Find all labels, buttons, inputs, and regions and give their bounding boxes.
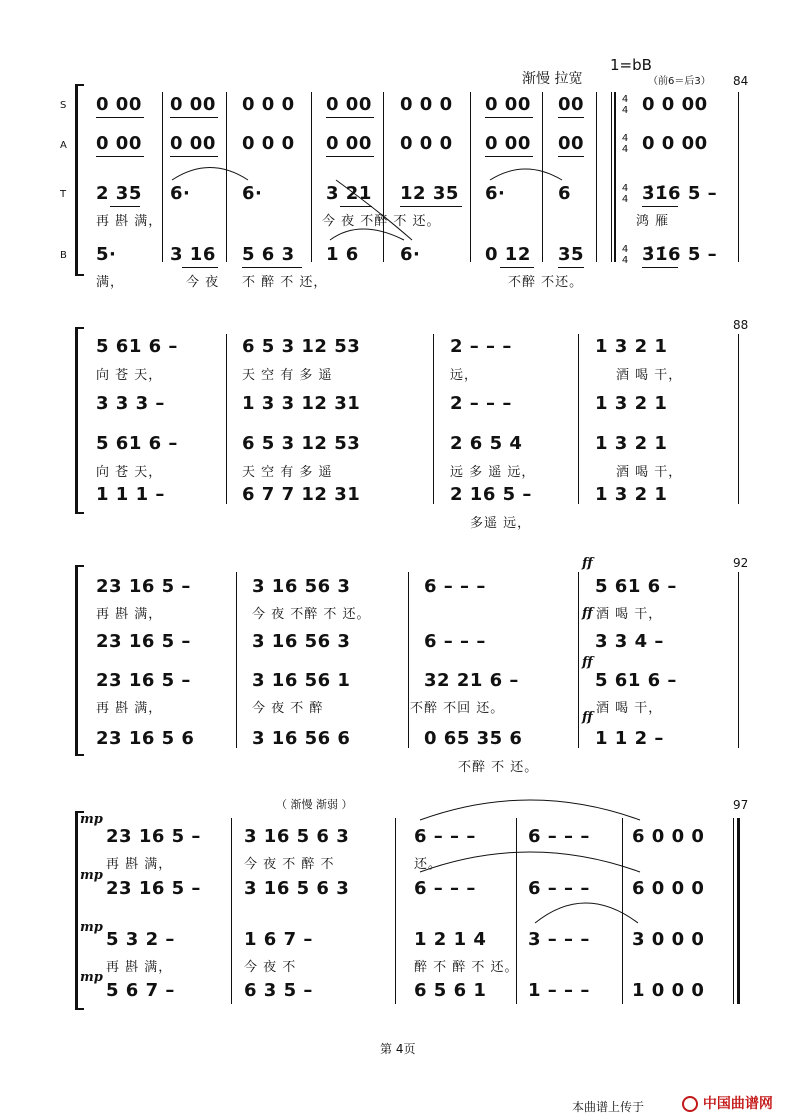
- note-group: 2 35: [96, 183, 142, 204]
- dynamic-marking: ff: [582, 556, 593, 571]
- lyric-line: 满，: [96, 275, 125, 290]
- lyric-line: 天 空 有 多 遥: [242, 368, 333, 383]
- time-sig-top: 4: [621, 183, 629, 194]
- slurs: [0, 0, 790, 300]
- note-group: 6 – – –: [424, 631, 486, 652]
- note-group: 35: [558, 244, 585, 265]
- note-group: 5 6 7 –: [106, 980, 175, 1001]
- lyric-line: 天 空 有 多 遥: [242, 465, 333, 480]
- note-group: 3 – – –: [528, 929, 590, 950]
- note-group: 1 3 2 1: [595, 393, 668, 414]
- lyric-line: 醉 不 醉 不 还。: [414, 960, 519, 975]
- note-group: 1 – – –: [528, 980, 590, 1001]
- lyric-line: 还。: [414, 857, 443, 872]
- note-group: 23 16 5 –: [106, 826, 201, 847]
- note-group: 3 16: [170, 244, 216, 265]
- note-group: 23 16 5 –: [96, 631, 191, 652]
- note-group: 1 3 2 1: [595, 433, 668, 454]
- note-group: 0 00: [326, 133, 372, 154]
- note-group: 1 2 1 4: [414, 929, 487, 950]
- note-group: 5 61 6 –: [595, 576, 677, 597]
- note-group: 0 0 0: [400, 133, 453, 154]
- note-group: 0 00: [96, 133, 142, 154]
- note-group: 0 0 0: [242, 94, 295, 115]
- note-group: 5 61 6 –: [595, 670, 677, 691]
- dynamic-marking: mp: [80, 920, 103, 935]
- note-group: 0 00: [170, 133, 216, 154]
- note-group: 0 00: [96, 94, 142, 115]
- dynamic-marking: mp: [80, 868, 103, 883]
- time-sig-bottom: 4: [621, 105, 629, 116]
- voice-label-s: S: [60, 100, 67, 111]
- time-sig-bottom: 4: [621, 255, 629, 266]
- note-group: 6·: [170, 183, 191, 204]
- note-group: 6·: [485, 183, 506, 204]
- note-group: 1 3 2 1: [595, 336, 668, 357]
- note-group: 2 – – –: [450, 393, 512, 414]
- time-sig-top: 4: [621, 244, 629, 255]
- note-group: 3 16 56 6: [252, 728, 351, 749]
- lyric-line: 鸿 雁: [636, 214, 670, 229]
- dynamic-marking: mp: [80, 812, 103, 827]
- lyric-line: 不醉 不 还。: [458, 760, 539, 775]
- note-group: 2 6 5 4: [450, 433, 523, 454]
- lyric-line: 不醉 不还。: [508, 275, 584, 290]
- note-group: 0 00: [485, 94, 531, 115]
- note-group: 32 21 6 –: [424, 670, 519, 691]
- note-group: 6 7 7 12 31: [242, 484, 361, 505]
- time-sig-top: 4: [621, 133, 629, 144]
- note-group: 6 3 5 –: [244, 980, 313, 1001]
- note-group: 6 – – –: [528, 878, 590, 899]
- note-group: 3 16 56 1: [252, 670, 351, 691]
- slurs: [0, 780, 790, 1020]
- lyric-line: 再 斟 满，: [106, 857, 173, 872]
- note-group: 6·: [242, 183, 263, 204]
- note-group: 6 – – –: [414, 878, 476, 899]
- upload-note: 本曲谱上传于: [572, 1100, 645, 1114]
- note-group: 3 3 4 –: [595, 631, 664, 652]
- page-number: 第 4页: [380, 1042, 416, 1056]
- lyric-line: 今 夜 不醉 不 还。: [322, 214, 441, 229]
- note-group: 3 16 5 6 3: [244, 826, 350, 847]
- note-group: 12 35: [400, 183, 459, 204]
- note-group: 23 16 5 –: [96, 576, 191, 597]
- key-note: （前6＝后3）: [648, 76, 711, 87]
- voice-label-a: A: [60, 140, 67, 151]
- measure-number: 97: [733, 798, 749, 812]
- note-group: 1 1 1 –: [96, 484, 165, 505]
- note-group: 0 12: [485, 244, 531, 265]
- measure-number: 84: [733, 74, 749, 88]
- note-group: 23 16 5 –: [96, 670, 191, 691]
- note-group: 6 – – –: [424, 576, 486, 597]
- lyric-line: 今 夜 不醉 不 还。: [252, 607, 371, 622]
- lyric-line: 今 夜: [186, 275, 220, 290]
- note-group: 0 0 0: [400, 94, 453, 115]
- note-group: 0 0 0: [242, 133, 295, 154]
- note-group: 6·: [400, 244, 421, 265]
- measure-number: 92: [733, 556, 749, 570]
- lyric-line: 向 苍 天，: [96, 368, 163, 383]
- lyric-line: 今 夜 不 醉 不: [244, 857, 335, 872]
- lyric-line: 不 醉 不 还，: [242, 275, 328, 290]
- logo-icon: [682, 1096, 698, 1112]
- lyric-line: 再 斟 满，: [96, 214, 163, 229]
- lyric-line: 多遥 远，: [470, 516, 532, 531]
- lyric-line: 酒 喝 干，: [596, 607, 663, 622]
- note-group: 0 00: [485, 133, 531, 154]
- lyric-line: 远，: [450, 368, 479, 383]
- note-group: 00: [558, 133, 585, 154]
- key-signature: 1=bB: [610, 56, 652, 74]
- dynamic-marking: mp: [80, 970, 103, 985]
- note-group: 5 61 6 –: [96, 336, 178, 357]
- note-group: 1 3 3 12 31: [242, 393, 361, 414]
- time-sig-bottom: 4: [621, 194, 629, 205]
- note-group: 6 5 6 1: [414, 980, 487, 1001]
- note-group: 3 3 3 –: [96, 393, 165, 414]
- dynamic-marking: ff: [582, 710, 593, 725]
- lyric-line: 今 夜 不: [244, 960, 297, 975]
- lyric-line: 酒 喝 干，: [616, 368, 683, 383]
- note-group: 3 0 0 0: [632, 929, 705, 950]
- note-group: 0 00: [326, 94, 372, 115]
- note-group: 23 16 5 6: [96, 728, 195, 749]
- lyric-line: 远 多 遥 远，: [450, 465, 536, 480]
- note-group: 6 – – –: [528, 826, 590, 847]
- note-group: 2 16 5 –: [450, 484, 532, 505]
- time-sig-bottom: 4: [621, 144, 629, 155]
- note-group: 3 21: [326, 183, 372, 204]
- note-group: 3 16 5 6 3: [244, 878, 350, 899]
- dynamic-marking: ff: [582, 606, 593, 621]
- note-group: 3̇1̇6 5 –: [642, 244, 718, 265]
- note-group: 0 0 00: [642, 133, 708, 154]
- note-group: 2 – – –: [450, 336, 512, 357]
- note-group: 6 – – –: [414, 826, 476, 847]
- tempo-marking: 渐慢 拉宽: [522, 71, 583, 87]
- lyric-line: 不醉 不回 还。: [410, 701, 505, 716]
- note-group: 0 65 35 6: [424, 728, 523, 749]
- note-group: 00: [558, 94, 585, 115]
- measure-number: 88: [733, 318, 749, 332]
- site-name: 中国曲谱网: [702, 1096, 773, 1112]
- note-group: 0 0 00: [642, 94, 708, 115]
- note-group: 1 3 2 1: [595, 484, 668, 505]
- note-group: 3 16 56 3: [252, 576, 351, 597]
- note-group: 1 6: [326, 244, 359, 265]
- note-group: 5 61 6 –: [96, 433, 178, 454]
- note-group: 1 1 2 –: [595, 728, 664, 749]
- note-group: 6: [558, 183, 572, 204]
- voice-label-b: B: [60, 250, 67, 261]
- time-sig-top: 4: [621, 94, 629, 105]
- note-group: 3̇1̇6 5 –: [642, 183, 718, 204]
- lyric-line: 今 夜 不 醉: [252, 701, 324, 716]
- note-group: 6 0 0 0: [632, 878, 705, 899]
- lyric-line: 酒 喝 干，: [616, 465, 683, 480]
- note-group: 3 16 56 3: [252, 631, 351, 652]
- note-group: 0 00: [170, 94, 216, 115]
- note-group: 6 0 0 0: [632, 826, 705, 847]
- note-group: 1 6 7 –: [244, 929, 313, 950]
- site-logo[interactable]: [682, 1093, 773, 1113]
- voice-label-t: T: [60, 189, 67, 200]
- note-group: 1 0 0 0: [632, 980, 705, 1001]
- tempo-marking: （ 渐慢 渐弱 ）: [276, 798, 353, 811]
- note-group: 6 5 3 12 53: [242, 433, 361, 454]
- lyric-line: 再 斟 满，: [96, 607, 163, 622]
- note-group: 5 6 3: [242, 244, 295, 265]
- lyric-line: 酒 喝 干，: [596, 701, 663, 716]
- lyric-line: 向 苍 天，: [96, 465, 163, 480]
- dynamic-marking: ff: [582, 655, 593, 670]
- lyric-line: 再 斟 满，: [96, 701, 163, 716]
- note-group: 5 3 2 –: [106, 929, 175, 950]
- note-group: 23 16 5 –: [106, 878, 201, 899]
- lyric-line: 再 斟 满，: [106, 960, 173, 975]
- note-group: 5·: [96, 244, 117, 265]
- note-group: 6 5 3 12 53: [242, 336, 361, 357]
